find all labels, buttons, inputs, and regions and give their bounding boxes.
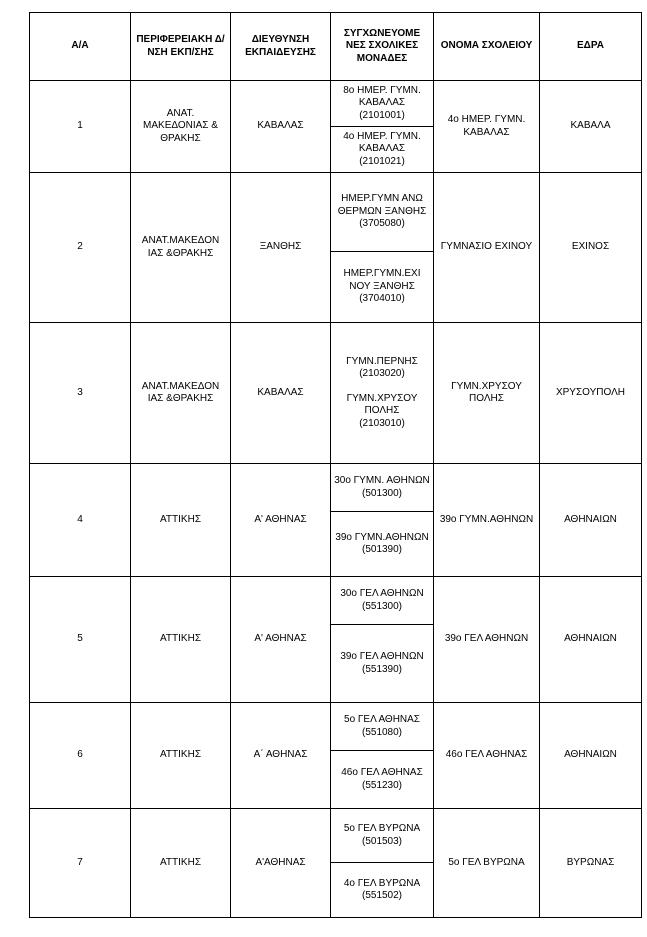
merging-school-name: 39ο ΓΥΜΝ.ΑΘΗΝΩΝ [335, 531, 429, 543]
cell-region: ΑΤΤΙΚΗΣ [131, 703, 231, 809]
merging-school-code: (2103010) [359, 417, 405, 429]
merging-school-code: (551300) [361, 600, 403, 612]
merging-school-code: (3705080) [359, 218, 405, 230]
cell-region: ΑΤΤΙΚΗΣ [131, 464, 231, 577]
header-row [30, 13, 642, 81]
cell-directorate: ΚΑΒΑΛΑΣ [231, 81, 331, 173]
merging-school-name: 46ο ΓΕΛ ΑΘΗΝΑΣ [341, 767, 423, 778]
cell-directorate: Α'ΑΘΗΝΑΣ [231, 809, 331, 918]
cell-merging-school [331, 809, 434, 863]
merging-school-code: (2101001) [359, 109, 405, 121]
cell-school-name: ΓΥΜΝΑΣΙΟ ΕΧΙΝΟΥ [434, 173, 540, 323]
merging-school-name: 8ο ΗΜΕΡ. ΓΥΜΝ. ΚΑΒΑΛΑΣ [343, 84, 421, 109]
cell-merging-school [331, 464, 434, 512]
cell-directorate: Α΄ ΑΘΗΝΑΣ [231, 703, 331, 809]
cell-school-name: 4ο ΗΜΕΡ. ΓΥΜΝ. ΚΑΒΑΛΑΣ [434, 81, 540, 173]
cell-aa: 5 [30, 577, 131, 703]
spacer [333, 381, 431, 393]
table-row [30, 577, 642, 625]
header-aa: Α/Α [30, 13, 131, 81]
cell-aa: 7 [30, 809, 131, 918]
merging-school-code: (501390) [361, 544, 403, 555]
cell-aa: 2 [30, 173, 131, 323]
merging-school-name: 39ο ΓΕΛ ΑΘΗΝΩΝ [340, 651, 424, 662]
merging-school-code: (501300) [361, 487, 403, 499]
merging-school-name: 5ο ΓΕΛ ΑΘΗΝΑΣ [344, 714, 420, 725]
cell-seat: ΒΥΡΩΝΑΣ [540, 809, 642, 918]
merging-school-name: 4ο ΗΜΕΡ. ΓΥΜΝ. ΚΑΒΑΛΑΣ [343, 130, 421, 155]
cell-directorate: Α' ΑΘΗΝΑΣ [231, 577, 331, 703]
cell-merging-school [331, 323, 434, 464]
merging-school-name: ΗΜΕΡ.ΓΥΜΝ ΑΝΩ ΘΕΡΜΩΝ ΞΑΝΘΗΣ [337, 193, 427, 217]
cell-merging-school [331, 81, 434, 127]
merging-school-code: (551080) [361, 726, 403, 738]
merging-school-name: ΗΜΕΡ.ΓΥΜΝ.ΕΧΙ ΝΟΥ ΞΑΝΘΗΣ [343, 268, 421, 292]
merging-school-code: (551230) [361, 779, 403, 791]
table-row [30, 323, 642, 464]
cell-school-name: 39ο ΓΕΛ ΑΘΗΝΩΝ [434, 577, 540, 703]
school-merger-table [29, 12, 642, 918]
cell-region: ΑΤΤΙΚΗΣ [131, 809, 231, 918]
cell-merging-school [331, 625, 434, 703]
table-row [30, 173, 642, 252]
cell-merging-school [331, 577, 434, 625]
merging-school-name: 5ο ΓΕΛ ΒΥΡΩΝΑ [343, 823, 421, 834]
merging-school-code: (551502) [361, 890, 403, 901]
cell-school-name: 5ο ΓΕΛ ΒΥΡΩΝΑ [434, 809, 540, 918]
cell-seat: ΕΧΙΝΟΣ [540, 173, 642, 323]
cell-merging-school [331, 173, 434, 252]
cell-school-name: 46ο ΓΕΛ ΑΘΗΝΑΣ [434, 703, 540, 809]
merging-school-code: (3704010) [359, 293, 405, 305]
header-school-name: ΟΝΟΜΑ ΣΧΟΛΕΙΟΥ [434, 13, 540, 81]
cell-merging-school [331, 127, 434, 173]
cell-seat: ΑΘΗΝΑΙΩΝ [540, 464, 642, 577]
header-region: ΠΕΡΙΦΕΡΕΙΑΚΗ Δ/ΝΣΗ ΕΚΠ/ΣΗΣ [131, 13, 231, 81]
merging-school-code: (2103020) [359, 368, 405, 380]
cell-region: ΑΝΑΤ. ΜΑΚΕΔΟΝΙΑΣ & ΘΡΑΚΗΣ [131, 81, 231, 173]
merging-school-name: 30ο ΓΥΜΝ. ΑΘΗΝΩΝ [334, 475, 430, 486]
merging-school-code: (551390) [361, 663, 403, 675]
cell-directorate: ΞΑΝΘΗΣ [231, 173, 331, 323]
cell-aa: 1 [30, 81, 131, 173]
cell-seat: ΧΡΥΣΟΥΠΟΛΗ [540, 323, 642, 464]
table-row [30, 703, 642, 751]
cell-region: ΑΤΤΙΚΗΣ [131, 577, 231, 703]
merging-school-name: ΓΥΜΝ.ΠΕΡΝΗΣ [346, 355, 418, 367]
cell-directorate: Α' ΑΘΗΝΑΣ [231, 464, 331, 577]
merging-school-code: (2101021) [359, 155, 405, 167]
merging-school-name: 4ο ΓΕΛ ΒΥΡΩΝΑ [343, 877, 421, 889]
table-row [30, 809, 642, 863]
cell-aa: 6 [30, 703, 131, 809]
header-directorate: ΔΙΕΥΘΥΝΣΗ ΕΚΠΑΙΔΕΥΣΗΣ [231, 13, 331, 81]
cell-aa: 4 [30, 464, 131, 577]
cell-seat: ΑΘΗΝΑΙΩΝ [540, 577, 642, 703]
header-merging-schools: ΣΥΓΧΩΝΕΥΟΜΕ ΝΕΣ ΣΧΟΛΙΚΕΣ ΜΟΝΑΔΕΣ [331, 13, 434, 81]
cell-merging-school [331, 751, 434, 809]
cell-aa: 3 [30, 323, 131, 464]
cell-school-name: 39ο ΓΥΜΝ.ΑΘΗΝΩΝ [434, 464, 540, 577]
cell-merging-school [331, 863, 434, 918]
merging-school-name: 30ο ΓΕΛ ΑΘΗΝΩΝ [340, 588, 424, 599]
cell-region: ΑΝΑΤ.ΜΑΚΕΔΟΝ ΙΑΣ &ΘΡΑΚΗΣ [131, 173, 231, 323]
cell-seat: ΚΑΒΑΛΑ [540, 81, 642, 173]
merging-school-code: (501503) [361, 835, 403, 847]
header-seat: ΕΔΡΑ [540, 13, 642, 81]
cell-seat: ΑΘΗΝΑΙΩΝ [540, 703, 642, 809]
table-row [30, 464, 642, 512]
cell-merging-school [331, 703, 434, 751]
cell-region: ΑΝΑΤ.ΜΑΚΕΔΟΝ ΙΑΣ &ΘΡΑΚΗΣ [131, 323, 231, 464]
merging-school-name: ΓΥΜΝ.ΧΡΥΣΟΥ ΠΟΛΗΣ [346, 392, 418, 417]
table-row [30, 81, 642, 127]
cell-merging-school [331, 252, 434, 323]
cell-merging-school [331, 512, 434, 577]
cell-school-name: ΓΥΜΝ.ΧΡΥΣΟΥ ΠΟΛΗΣ [434, 323, 540, 464]
cell-directorate: ΚΑΒΑΛΑΣ [231, 323, 331, 464]
